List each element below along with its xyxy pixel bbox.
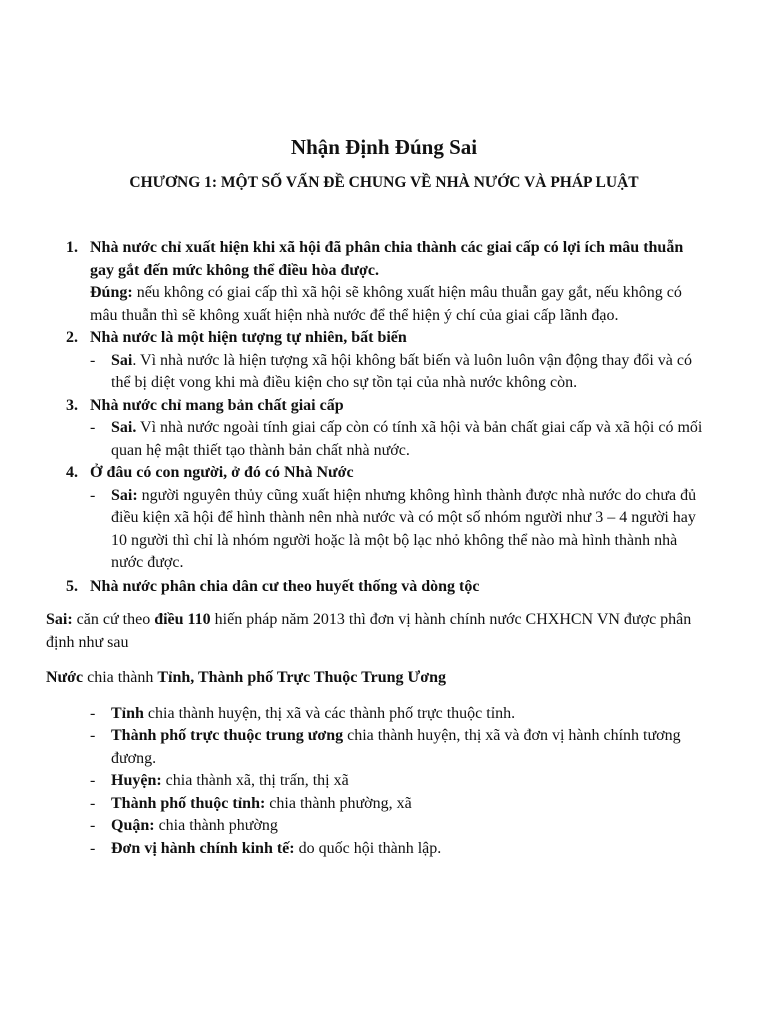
division-item <box>46 703 706 726</box>
paragraph-bold: Tỉnh, Thành phố Trực Thuộc Trung Ương <box>157 669 446 686</box>
division-item <box>46 725 706 770</box>
page-title: Nhận Định Đúng Sai <box>290 135 478 159</box>
division-text: chia thành xã, thị trấn, thị xã <box>161 772 349 789</box>
item-number: 3. <box>66 396 78 414</box>
dash-bullet: - <box>90 794 96 812</box>
division-label: Đơn vị hành chính kinh tế: <box>111 839 295 857</box>
division-item <box>46 793 706 816</box>
division-label: Huyện: <box>111 772 162 789</box>
item-question: Nhà nước chỉ xuất hiện khi xã hội đã phân chia thành các giai cấp có lợi ích mâu thuẫn gay gắt đến mức không thể điều hòa được. <box>90 239 684 279</box>
answer-label: Đúng: <box>90 284 133 301</box>
answer-text: . Vì nhà nước là hiện tượng xã hội không bất biến và luôn luôn vận động thay đổi và có thể bị diệt vong khi mà điều kiện cho sự tồn tại của nhà nước không còn. <box>111 351 692 391</box>
division-text: chia thành phường, xã <box>265 794 412 812</box>
item-answer <box>46 350 706 395</box>
division-label: Quận: <box>111 817 155 834</box>
list-item <box>46 327 706 350</box>
division-item <box>46 770 706 793</box>
paragraph-text: hiến pháp năm 2013 thì đơn vị hành chính nước CHXHCN VN được phân định như sau <box>46 611 692 651</box>
division-text: chia thành huyện, thị xã và các thành phố trực thuộc tỉnh. <box>143 704 516 722</box>
division-text: chia thành phường <box>154 817 278 834</box>
list-item <box>46 462 706 485</box>
list-item <box>46 395 706 418</box>
division-label: Tỉnh <box>111 704 144 722</box>
dash-bullet: - <box>90 486 96 504</box>
chapter-heading: CHƯƠNG 1: MỘT SỐ VẤN ĐỀ CHUNG VỀ NHÀ NƯỚC VÀ PHÁP LUẬT <box>129 174 639 191</box>
paragraph-bold: điều 110 <box>154 611 211 628</box>
division-text: chia thành huyện, thị xã và đơn vị hành chính tương đương. <box>111 727 681 767</box>
dash-bullet: - <box>90 839 96 857</box>
document-body <box>46 237 706 860</box>
item-question: Ở đâu có con người, ở đó có Nhà Nước <box>90 464 354 481</box>
dash-bullet: - <box>90 419 96 436</box>
paragraph-label: Sai: <box>46 611 73 628</box>
dash-bullet: - <box>90 727 96 744</box>
paragraph-sai <box>46 609 706 654</box>
divisions-list <box>46 703 706 861</box>
answer-label: Sai: <box>111 486 138 504</box>
dash-bullet: - <box>90 772 96 789</box>
item-number: 1. <box>66 239 78 256</box>
item-number: 2. <box>66 329 78 346</box>
item-question: Nhà nước là một hiện tượng tự nhiên, bất biến <box>90 329 407 346</box>
dash-bullet: - <box>90 704 96 722</box>
dash-bullet: - <box>90 351 96 369</box>
item-answer <box>46 485 706 575</box>
division-label: Thành phố trực thuộc trung ương <box>111 727 344 744</box>
paragraph-bold: Nước <box>46 669 84 686</box>
item-question: Nhà nước phân chia dân cư theo huyết thống và dòng tộc <box>90 577 480 595</box>
item-number: 4. <box>66 464 78 481</box>
item-answer <box>90 282 706 327</box>
list-item <box>46 576 706 599</box>
paragraph-nuoc <box>46 667 706 690</box>
answer-label: Sai <box>111 351 133 369</box>
item-answer <box>46 417 706 462</box>
item-number: 5. <box>66 577 78 595</box>
answer-text: nếu không có giai cấp thì xã hội sẽ không xuất hiện mâu thuẫn gay gắt, nếu không có mâu thuẫn thì sẽ không xuất hiện nhà nước để thể hiện ý chí của giai cấp lãnh đạo. <box>90 284 682 324</box>
division-item <box>46 838 706 861</box>
answer-text: người nguyên thủy cũng xuất hiện nhưng không hình thành được nhà nước do chưa đủ điều kiện xã hội để hình thành nên nhà nước và có một số nhóm người như 3 – 4 người hay 10 người thì chỉ là nhóm người hoặc là một bộ lạc nhỏ không thể nào mà hình thành nhà nước được. <box>111 486 697 571</box>
dash-bullet: - <box>90 817 96 834</box>
answer-text: Vì nhà nước ngoài tính giai cấp còn có tính xã hội và bản chất giai cấp và xã hội có mối quan hệ mật thiết tạo thành bản chất nhà nước. <box>111 419 703 459</box>
division-label: Thành phố thuộc tỉnh: <box>111 794 266 812</box>
item-question: Nhà nước chỉ mang bản chất giai cấp <box>90 396 344 414</box>
paragraph-text: chia thành <box>83 669 158 686</box>
list-item <box>46 237 706 327</box>
answer-label: Sai. <box>111 419 137 436</box>
division-item <box>46 815 706 838</box>
paragraph-text: căn cứ theo <box>72 611 155 628</box>
division-text: do quốc hội thành lập. <box>294 839 442 857</box>
